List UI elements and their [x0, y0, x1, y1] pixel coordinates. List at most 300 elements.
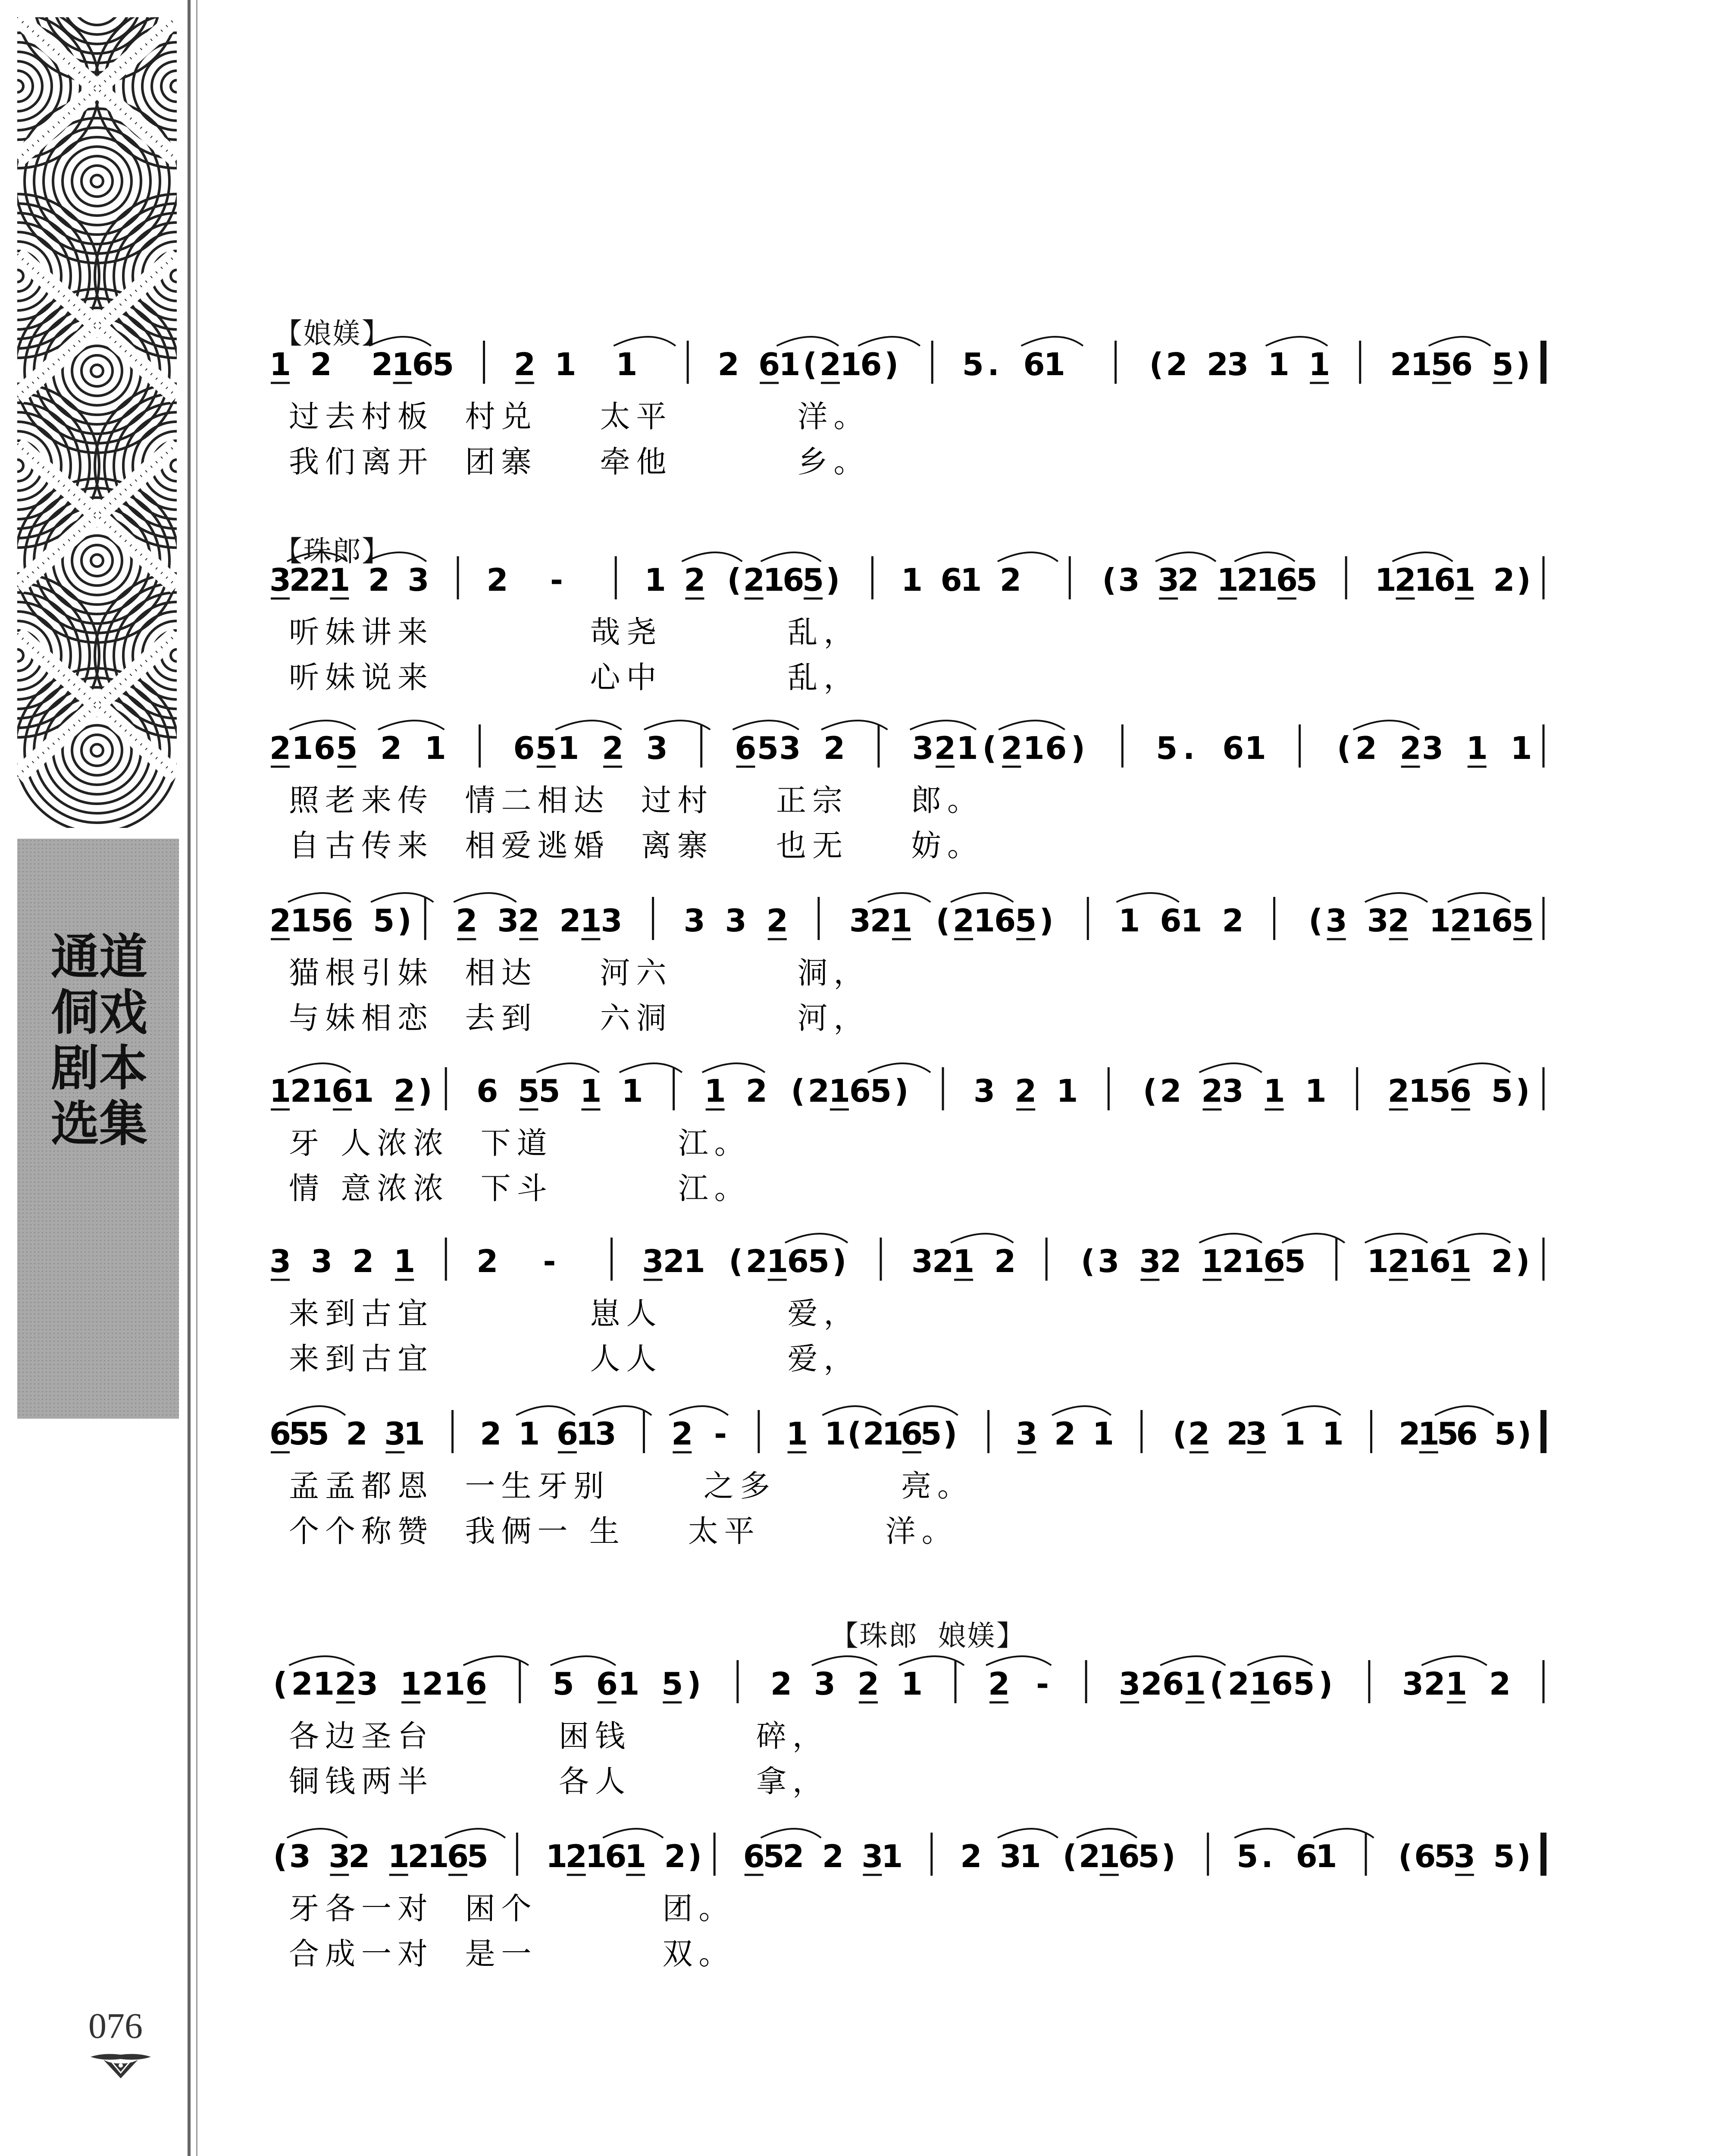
note-glyph: ( [1398, 1838, 1412, 1874]
slur [1365, 1234, 1427, 1243]
note-glyph: 1 [557, 730, 579, 766]
note-glyph: 2 [1226, 1416, 1248, 1452]
slur [288, 1063, 351, 1072]
lyric-line: 来到古宜 崽人 爱， [289, 1296, 860, 1331]
note-glyph: 6 [332, 903, 354, 939]
note-glyph: 6 [994, 903, 1016, 939]
margin-rule-thin [196, 0, 197, 2156]
note-glyph: 3 [384, 1416, 406, 1452]
note-glyph: 1 [956, 730, 978, 766]
slur [733, 721, 798, 730]
lyric-line: 猫根引妹 相达 河六 洞， [289, 955, 870, 990]
note-glyph: 6 [787, 1243, 809, 1279]
note-glyph: 1 [1244, 730, 1266, 766]
note-glyph: 1 [545, 1838, 567, 1874]
note-glyph: 1 [1418, 1416, 1440, 1452]
score-system [273, 1656, 1543, 1799]
note-glyph: 3 [779, 730, 801, 766]
note-glyph: 6 [447, 1838, 469, 1874]
note-glyph: 1 [1445, 1666, 1467, 1702]
note-glyph: 1 [1249, 1666, 1271, 1702]
note-glyph: 3 [595, 1416, 617, 1452]
note-glyph: 1 [683, 1243, 705, 1279]
note-glyph: 3 [1227, 346, 1249, 382]
note-glyph: 2 [486, 562, 508, 598]
note-glyph: 1 [1098, 1838, 1120, 1874]
note-glyph: 3 [1016, 1416, 1038, 1452]
note-glyph: 3 [725, 903, 747, 939]
note-glyph: 1 [1118, 903, 1140, 939]
note-glyph: 3 [1222, 1073, 1244, 1109]
note-glyph: 2 [1237, 562, 1258, 598]
slur [1313, 1829, 1374, 1838]
note-glyph: 1 [840, 346, 862, 382]
note-glyph: ) [826, 562, 840, 598]
lyric-line: 各边圣台 困钱 碎， [289, 1718, 829, 1754]
note-glyph: 1 [953, 1243, 975, 1279]
note-glyph: 2 [1489, 1666, 1511, 1702]
slur [614, 337, 675, 346]
note-glyph: 2 [1078, 1838, 1101, 1874]
note-glyph: ) [1516, 562, 1531, 598]
note-glyph: ) [1071, 730, 1085, 766]
note-glyph: ( [1309, 903, 1323, 939]
note-glyph: 5 [1138, 1838, 1160, 1874]
note-glyph: ) [1515, 1073, 1530, 1109]
slur [761, 1829, 821, 1838]
note-glyph: 3 [1246, 1416, 1268, 1452]
note-glyph: 2 [1394, 562, 1416, 598]
note-glyph: ) [1516, 1838, 1531, 1874]
note-glyph: 3 [642, 1243, 664, 1279]
note-glyph: 3 [497, 903, 519, 939]
note-glyph: 2 [1001, 730, 1023, 766]
note-glyph: 2 [988, 1666, 1010, 1702]
note-glyph: 5 [1491, 1073, 1513, 1109]
note-glyph: 2 [335, 1666, 357, 1702]
note-glyph: ( [1102, 562, 1117, 598]
slur [463, 1656, 529, 1665]
note-glyph: ) [687, 1666, 701, 1702]
note-glyph: 2 [269, 903, 291, 939]
note-glyph: 2 [1015, 1073, 1037, 1109]
note-glyph: ) [1039, 903, 1054, 939]
note-glyph: 1 [901, 562, 923, 598]
note-glyph: 1 [291, 730, 313, 766]
note-glyph: 1 [394, 1243, 416, 1279]
note-glyph: ( [1173, 1416, 1187, 1452]
note-glyph: 1 [1408, 1073, 1430, 1109]
note-glyph: 5 [518, 1073, 540, 1109]
slur [1199, 1063, 1262, 1072]
note-glyph: 6 [860, 346, 882, 382]
note-glyph: 5 [1437, 1416, 1459, 1452]
note-glyph: 5 [311, 903, 333, 939]
slur [821, 721, 887, 730]
note-glyph: 3 [911, 1243, 933, 1279]
note-glyph: 1 [1092, 1416, 1114, 1452]
note-glyph: 6 [412, 346, 434, 382]
slur [536, 1063, 599, 1072]
note-glyph: 5 [538, 1073, 560, 1109]
note-glyph: 2 [663, 1243, 685, 1279]
note-glyph: 1 [901, 1666, 923, 1702]
note-glyph: 6 [1414, 1838, 1436, 1874]
slur [776, 337, 838, 346]
note-glyph: 2 [766, 903, 788, 939]
slur [1282, 1406, 1341, 1415]
note-glyph: 6 [758, 346, 780, 382]
note-glyph: 1 [1056, 1073, 1078, 1109]
score-system [269, 1406, 1543, 1549]
note-glyph: 2 [269, 730, 291, 766]
note-glyph: 2 [664, 1838, 686, 1874]
note-glyph: 2 [1387, 1243, 1409, 1279]
note-glyph: 2 [1188, 1416, 1210, 1452]
note-glyph: 5 [1493, 1838, 1515, 1874]
ornament-icon [86, 2050, 155, 2082]
note-glyph: 6 [1456, 1416, 1478, 1452]
note-glyph: 3 [1119, 1666, 1141, 1702]
slur [998, 1829, 1058, 1838]
note-glyph: 5 [763, 1838, 785, 1874]
note-glyph: 1 [1429, 903, 1451, 939]
note-glyph: 1 [427, 1838, 449, 1874]
note-glyph: 2 [1222, 903, 1244, 939]
slur [593, 1406, 652, 1415]
note-glyph: 1 [1184, 1666, 1206, 1702]
note-glyph: 1 [960, 562, 982, 598]
note-glyph: 1 [644, 562, 666, 598]
note-glyph: 2 [348, 1838, 370, 1874]
slur [986, 1656, 1051, 1665]
note-glyph: 2 [1493, 562, 1515, 598]
slur [620, 1063, 682, 1072]
note-glyph: ( [273, 1666, 288, 1702]
note-glyph: 1 [1374, 562, 1396, 598]
slur [998, 552, 1058, 561]
slur [812, 1656, 877, 1665]
slur [999, 721, 1064, 730]
lyric-line: 听妹讲来 哉尧 乱， [289, 614, 860, 650]
note-glyph: 2 [290, 1073, 312, 1109]
note-glyph: 2 [476, 1243, 498, 1279]
note-glyph: 6 [513, 730, 535, 766]
note-glyph: ) [1517, 1416, 1532, 1452]
note-glyph: 2 [1227, 1666, 1249, 1702]
slur [1393, 552, 1453, 561]
note-glyph: 5 [373, 903, 395, 939]
note-glyph: 2 [863, 1416, 885, 1452]
lyric-line: 牙 人浓浓 下道 江。 [289, 1125, 751, 1161]
note-glyph: 1 [1263, 1073, 1285, 1109]
note-glyph: . [987, 346, 999, 382]
note-glyph: 2 [422, 1666, 444, 1702]
slur [378, 721, 444, 730]
note-glyph: 1 [779, 346, 801, 382]
note-glyph: 6 [1045, 730, 1067, 766]
note-glyph: 1 [391, 346, 413, 382]
slur [1155, 552, 1216, 561]
note-glyph: 3 [357, 1666, 379, 1702]
note-glyph: 2 [870, 903, 892, 939]
slur [1365, 893, 1427, 902]
note-glyph: 5 [1015, 903, 1037, 939]
note-glyph: 1 [1019, 1838, 1041, 1874]
note-glyph: 2 [745, 1243, 767, 1279]
note-glyph: 2 [994, 1243, 1016, 1279]
slur [644, 721, 710, 730]
note-glyph: ) [1515, 1243, 1530, 1279]
note-glyph: ) [884, 346, 899, 382]
note-glyph: 1 [1309, 346, 1330, 382]
note-glyph: 2 [783, 1838, 805, 1874]
section-tag: 【珠郎】 [274, 535, 391, 568]
note-glyph: 1 [828, 1073, 850, 1109]
note-glyph: ( [1337, 730, 1351, 766]
slur [454, 893, 516, 902]
note-glyph: ) [687, 1838, 702, 1874]
slur [822, 1406, 881, 1415]
note-glyph: 1 [1408, 1243, 1430, 1279]
note-glyph: 3 [999, 1838, 1021, 1874]
slur [516, 1406, 575, 1415]
note-glyph: 2 [310, 346, 332, 382]
slur [910, 721, 976, 730]
note-glyph: 1 [974, 903, 995, 939]
note-glyph: 1 [1449, 1243, 1471, 1279]
note-glyph: 3 [849, 903, 871, 939]
note-glyph: 6 [1434, 562, 1456, 598]
note-glyph: 6 [556, 1416, 578, 1452]
note-glyph: ( [727, 562, 742, 598]
note-glyph: 1 [1315, 1838, 1337, 1874]
slur [1282, 1234, 1345, 1243]
note-glyph: 2 [380, 730, 402, 766]
note-glyph: ) [894, 1073, 909, 1109]
note-glyph: 1 [1180, 903, 1202, 939]
note-glyph: 1 [1367, 1243, 1389, 1279]
note-glyph: 6 [1271, 1666, 1293, 1702]
note-glyph: 6 [605, 1838, 627, 1874]
slur [551, 1656, 616, 1665]
note-glyph: 5 [466, 1838, 488, 1874]
slur [1448, 1063, 1510, 1072]
note-glyph: 6 [1276, 562, 1298, 598]
note-glyph: 5 [336, 730, 358, 766]
note-glyph: 5 [288, 1416, 310, 1452]
note-glyph: 2 [291, 1666, 313, 1702]
slur [1021, 337, 1083, 346]
score-system [273, 1829, 1543, 1971]
slur [1052, 1406, 1111, 1415]
slur [1429, 337, 1490, 346]
note-glyph: 3 [912, 730, 934, 766]
lyric-line: 牙各一对 困个 团。 [289, 1891, 735, 1926]
note-glyph: ( [1080, 1243, 1095, 1279]
note-glyph: 2 [999, 562, 1021, 598]
note-glyph: 2 [514, 346, 536, 382]
lyric-line: 铜钱两半 各人 拿， [289, 1764, 829, 1799]
slur [1199, 1234, 1262, 1243]
note-glyph: 1 [890, 903, 913, 939]
note-glyph: 5 [1293, 1666, 1315, 1702]
note-glyph: 6 [1263, 1243, 1285, 1279]
slur [1160, 1656, 1225, 1665]
note-glyph: ) [1516, 346, 1531, 382]
note-glyph: 5 [1492, 346, 1514, 382]
slur [899, 1656, 964, 1665]
note-glyph: 3 [269, 562, 291, 598]
note-glyph: ( [803, 346, 817, 382]
page-number: 076 [88, 2006, 143, 2046]
note-glyph: 6 [849, 1073, 871, 1109]
note-glyph: 6 [743, 1838, 765, 1874]
note-glyph: 6 [596, 1666, 618, 1702]
slur [289, 721, 355, 730]
note-glyph: 2 [1177, 562, 1199, 598]
lyric-line: 照老来传 情二相达 过村 正宗 郎。 [289, 783, 984, 818]
slur [1353, 721, 1419, 730]
note-glyph: 2 [1399, 1416, 1421, 1452]
note-glyph: 6 [1429, 1243, 1451, 1279]
note-glyph: 2 [671, 1416, 693, 1452]
note-glyph: 2 [717, 346, 739, 382]
note-glyph: 1 [824, 1416, 846, 1452]
section-tag: 【珠郎 娘媄】 [830, 1619, 1026, 1652]
note-glyph: 1 [625, 1838, 647, 1874]
slur [785, 1234, 848, 1243]
note-glyph: 1 [766, 1243, 788, 1279]
note-glyph: 3 [861, 1838, 883, 1874]
note-glyph: 5 [808, 1243, 830, 1279]
note-glyph: 6 [1118, 1838, 1140, 1874]
slur [1266, 337, 1327, 346]
lyric-line: 我们离开 团寨 牵他 乡。 [289, 444, 870, 479]
note-glyph: 5 [1296, 562, 1318, 598]
slur [702, 1063, 765, 1072]
note-glyph: 1 [585, 1838, 607, 1874]
note-glyph: 2 [309, 562, 331, 598]
note-glyph: 5 [920, 1416, 942, 1452]
note-glyph: . [1261, 1838, 1273, 1874]
slur [951, 893, 1013, 902]
slur [1448, 893, 1510, 902]
note-glyph: 3 [311, 1243, 333, 1279]
note-glyph: 6 [465, 1666, 487, 1702]
note-glyph: 2 [808, 1073, 830, 1109]
note-glyph: 5 [661, 1666, 683, 1702]
note-glyph: 3 [683, 903, 705, 939]
note-glyph: ( [982, 730, 997, 766]
note-glyph: 3 [289, 1838, 311, 1874]
note-glyph: 1 [1410, 346, 1432, 382]
note-glyph: - [1036, 1666, 1049, 1702]
note-glyph: 2 [559, 903, 581, 939]
note-glyph: 5 [962, 346, 984, 382]
note-glyph: - [714, 1416, 727, 1452]
note-glyph: 2 [822, 1838, 844, 1874]
slur [1247, 1656, 1312, 1665]
note-glyph: 5 [535, 730, 557, 766]
note-glyph: 6 [1449, 1073, 1471, 1109]
slur [371, 893, 433, 902]
note-glyph: 6 [783, 562, 805, 598]
note-glyph: 1 [1510, 730, 1532, 766]
note-glyph: ( [1062, 1838, 1077, 1874]
lyric-line: 过去村板 村兑 太平 洋。 [289, 399, 870, 434]
note-glyph: ) [943, 1416, 958, 1452]
note-glyph: 2 [1387, 903, 1409, 939]
note-glyph: 1 [1414, 562, 1436, 598]
note-glyph: 1 [616, 346, 638, 382]
note-glyph: 2 [743, 562, 765, 598]
note-glyph: 5 [552, 1666, 574, 1702]
slur [1116, 893, 1179, 902]
cloud-pattern-icon [17, 17, 177, 828]
note-glyph: 1 [1322, 1416, 1344, 1452]
note-glyph: 2 [819, 346, 842, 382]
lyric-line: 个个称赞 我俩一 生 太平 洋。 [289, 1514, 958, 1549]
note-glyph: 5 [1434, 1838, 1456, 1874]
note-glyph: 1 [290, 903, 312, 939]
lyric-line: 情 意浓浓 下斗 江。 [289, 1171, 751, 1206]
note-glyph: 3 [1098, 1243, 1120, 1279]
note-glyph: 2 [1054, 1416, 1076, 1452]
note-glyph: 1 [400, 1666, 422, 1702]
margin-rule [188, 0, 191, 2156]
note-glyph: 1 [352, 1073, 374, 1109]
note-glyph: 5 [802, 562, 824, 598]
score-system [269, 1234, 1543, 1376]
score-system [269, 337, 1543, 479]
note-glyph: 5 [1156, 730, 1178, 766]
note-glyph: 2 [289, 562, 311, 598]
note-glyph: ) [397, 903, 412, 939]
slur [289, 1656, 354, 1665]
slur [1421, 1656, 1487, 1665]
note-glyph: 1 [269, 1073, 291, 1109]
note-glyph: ) [1161, 1838, 1176, 1874]
note-glyph: 1 [881, 1838, 903, 1874]
note-glyph: 2 [565, 1838, 587, 1874]
note-glyph: 2 [346, 1416, 368, 1452]
note-glyph: 5 [307, 1416, 329, 1452]
note-glyph: 6 [1451, 346, 1473, 382]
note-glyph: 2 [1160, 1243, 1182, 1279]
slur [1234, 1829, 1295, 1838]
slur [868, 1063, 930, 1072]
note-glyph: 2 [932, 1243, 954, 1279]
note-glyph: 5 [1284, 1243, 1306, 1279]
note-glyph: 2 [823, 730, 845, 766]
note-glyph: 6 [1222, 730, 1244, 766]
note-glyph: - [543, 1243, 556, 1279]
note-glyph: 2 [368, 562, 390, 598]
note-glyph: 1 [621, 1073, 643, 1109]
note-glyph: 2 [953, 903, 975, 939]
note-glyph: 2 [352, 1243, 374, 1279]
note-glyph: ( [791, 1073, 805, 1109]
lyric-line: 来到古宜 人人 爱， [289, 1341, 860, 1376]
note-glyph: 1 [518, 1416, 540, 1452]
note-glyph: 5 [1512, 903, 1534, 939]
section-tag: 【娘媄】 [274, 317, 391, 350]
lyric-line: 合成一对 是一 双。 [289, 1936, 735, 1971]
note-glyph: 1 [618, 1666, 640, 1702]
note-glyph: 6 [313, 730, 335, 766]
note-glyph: 1 [329, 562, 351, 598]
